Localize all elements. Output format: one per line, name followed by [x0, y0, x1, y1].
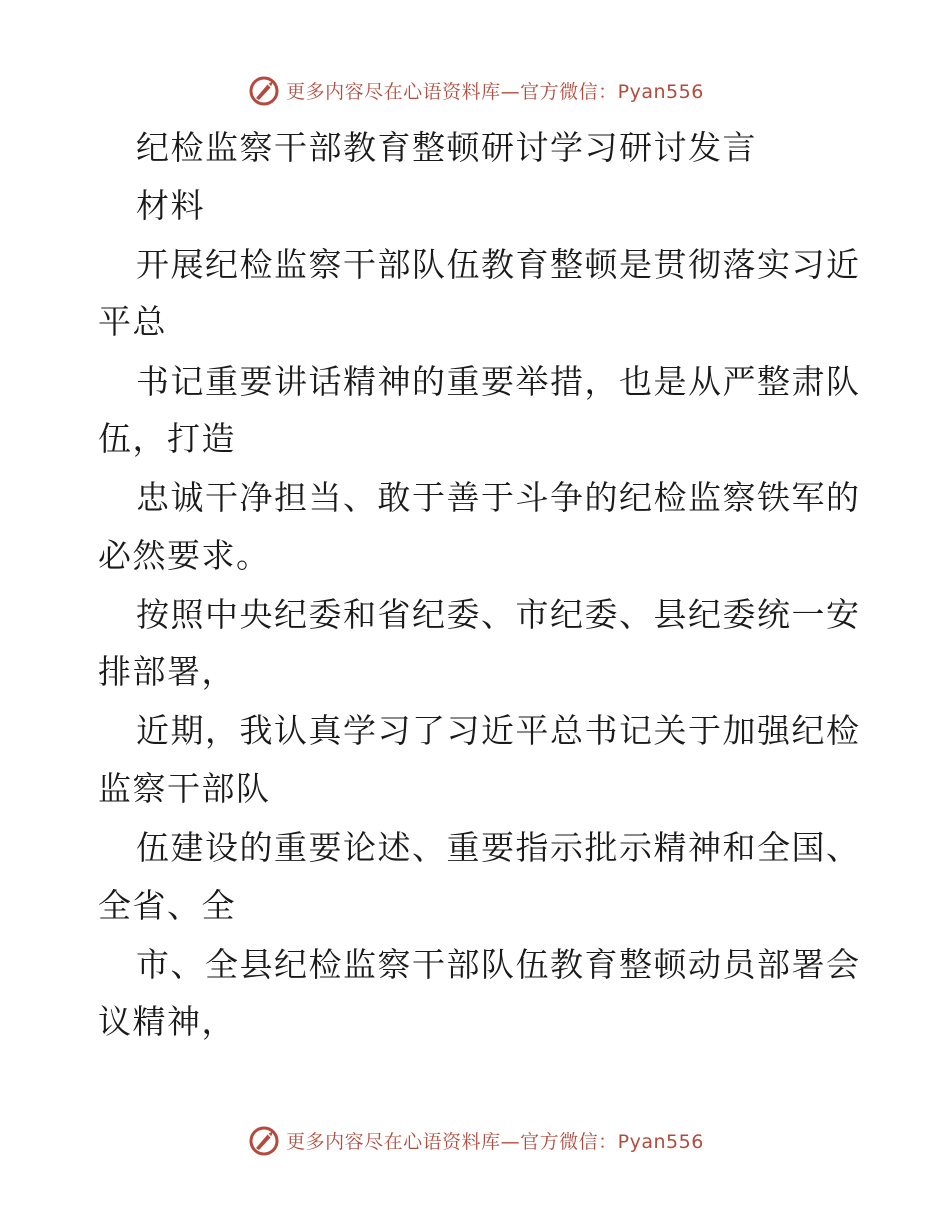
paragraph-line: 伍建设的重要论述、重要指示批示精神和全国、	[136, 828, 861, 867]
pen-nib-logo-icon	[246, 72, 282, 108]
paragraph-line: 必然要求。	[98, 536, 271, 575]
paragraph-line: 近期，我认真学习了习近平总书记关于加强纪检	[136, 711, 861, 750]
doc-title-line-1: 纪检监察干部教育整顿研讨学习研讨发言	[136, 128, 757, 167]
paragraph-line: 书记重要讲话精神的重要举措，也是从严整肃队	[136, 362, 861, 401]
paragraph-line: 市、全县纪检监察干部队伍教育整顿动员部署会	[136, 945, 861, 984]
header-banner-text: 更多内容尽在心语资料库—官方微信：Pyan556	[286, 80, 704, 103]
pen-nib-logo-icon	[246, 1122, 282, 1158]
paragraph-line: 监察干部队	[98, 769, 271, 808]
paragraph-line: 开展纪检监察干部队伍教育整顿是贯彻落实习近	[136, 245, 861, 284]
paragraph-line: 伍，打造	[98, 419, 236, 458]
doc-title-line-2: 材料	[136, 186, 205, 225]
paragraph-line: 议精神，	[98, 1002, 236, 1041]
footer-banner-text: 更多内容尽在心语资料库—官方微信：Pyan556	[286, 1130, 704, 1153]
paragraph-line: 忠诚干净担当、敢于善于斗争的纪检监察铁军的	[136, 478, 861, 517]
header-banner	[0, 70, 950, 110]
paragraph-line: 按照中央纪委和省纪委、市纪委、县纪委统一安	[136, 595, 861, 634]
paragraph-line: 排部署，	[98, 652, 236, 691]
paragraph-line: 全省、全	[98, 886, 236, 925]
paragraph-line: 平总	[98, 302, 167, 341]
footer-banner	[0, 1120, 950, 1160]
